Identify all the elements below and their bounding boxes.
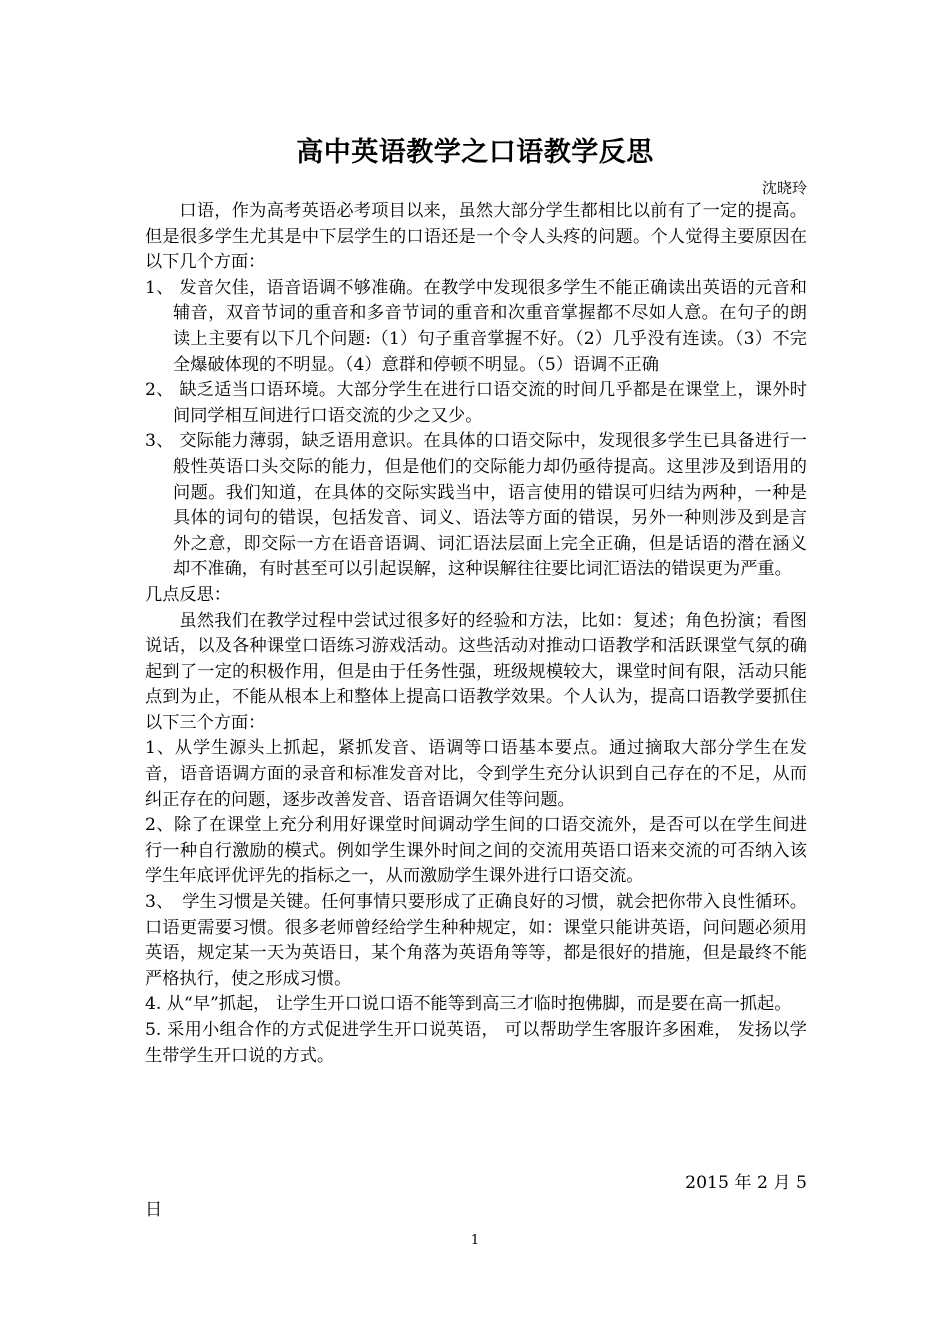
document-body	[145, 199, 807, 1069]
measure-item-4: 4. 从“早”抓起， 让学生开口说口语不能等到高三才临时抱佛脚，而是要在高一抓起。	[145, 994, 792, 1015]
date-day-suffix: 日	[145, 1200, 163, 1220]
measure-item-3: 3、 学生习惯是关键。任何事情只要形成了正确良好的习惯，就会把你带入良性循环。口语更需要习惯。很多老师曾经给学生种种规定，如：课堂只能讲英语，问问题必须用英语，规定某一天为英语日，某个角落为英语角等等，都是很好的措施，但是最终不能严格执行，使之形成习惯。	[145, 892, 807, 989]
page-number: 1	[470, 1233, 480, 1248]
problem-item-1: 1、 发音欠佳，语音语调不够准确。在教学中发现很多学生不能正确读出英语的元音和辅音，双音节词的重音和多音节词的重音和次重音掌握都不尽如人意。在句子的朗读上主要有以下几个问题:（1）句子重音掌握不好。（2）几乎没有连读。（3）不完全爆破体现的不明显。（4）意群和停顿不明显。（5）语调不正确	[145, 277, 807, 375]
problem-item-2: 2、 缺乏适当口语环境。大部分学生在进行口语交流的时间几乎都是在课堂上，课外时间同学相互间进行口语交流的少之又少。	[145, 380, 807, 426]
reflection-intro: 虽然我们在教学过程中尝试过很多好的经验和方法，比如：复述；角色扮演；看图说话，以及各种课堂口语练习游戏活动。这些活动对推动口语教学和活跃课堂气氛的确起到了一定的积极作用，但是由于任务性强，班级规模较大，课堂时间有限，活动只能点到为止，不能从根本上和整体上提高口语教学效果。个人认为，提高口语教学要抓住以下三个方面：	[145, 610, 807, 733]
document-title: 高中英语教学之口语教学反思	[296, 137, 654, 168]
measure-item-2: 2、除了在课堂上充分利用好课堂时间调动学生间的口语交流外，是否可以在学生间进行一种自行激励的模式。例如学生课外时间之间的交流用英语口语来交流的可否纳入该学生年底评优评先的指标之一，从而激励学生课外进行口语交流。	[145, 815, 807, 887]
intro-paragraph: 口语，作为高考英语必考项目以来，虽然大部分学生都相比以前有了一定的提高。但是很多学生尤其是中下层学生的口语还是一个令人头疼的问题。个人觉得主要原因在以下几个方面：	[145, 201, 807, 273]
author-name: 沈晓玲	[761, 179, 807, 197]
date-line: 2015 年 2 月 5	[685, 1173, 807, 1193]
reflection-heading: 几点反思：	[145, 584, 231, 605]
problem-item-3: 3、 交际能力薄弱，缺乏语用意识。在具体的口语交际中，发现很多学生已具备进行一般性英语口头交际的能力，但是他们的交际能力却仍亟待提高。这里涉及到语用的问题。我们知道，在具体的交际实践当中，语言使用的错误可归结为两种，一种是具体的词句的错误，包括发音、词义、语法等方面的错误，另外一种则涉及到是言外之意，即交际一方在语音语调、词汇语法层面上完全正确，但是话语的潜在涵义却不准确，有时甚至可以引起误解，这种误解往往要比词汇语法的错误更为严重。	[145, 431, 807, 580]
measure-item-5: 5. 采用小组合作的方式促进学生开口说英语， 可以帮助学生客服许多困难， 发扬以学生带学生开口说的方式。	[145, 1020, 807, 1066]
measure-item-1: 1、从学生源头上抓起，紧抓发音、语调等口语基本要点。通过摘取大部分学生在发音，语音语调方面的录音和标准发音对比，令到学生充分认识到自己存在的不足，从而纠正存在的问题，逐步改善发音、语音语调欠佳等问题。	[145, 738, 807, 810]
